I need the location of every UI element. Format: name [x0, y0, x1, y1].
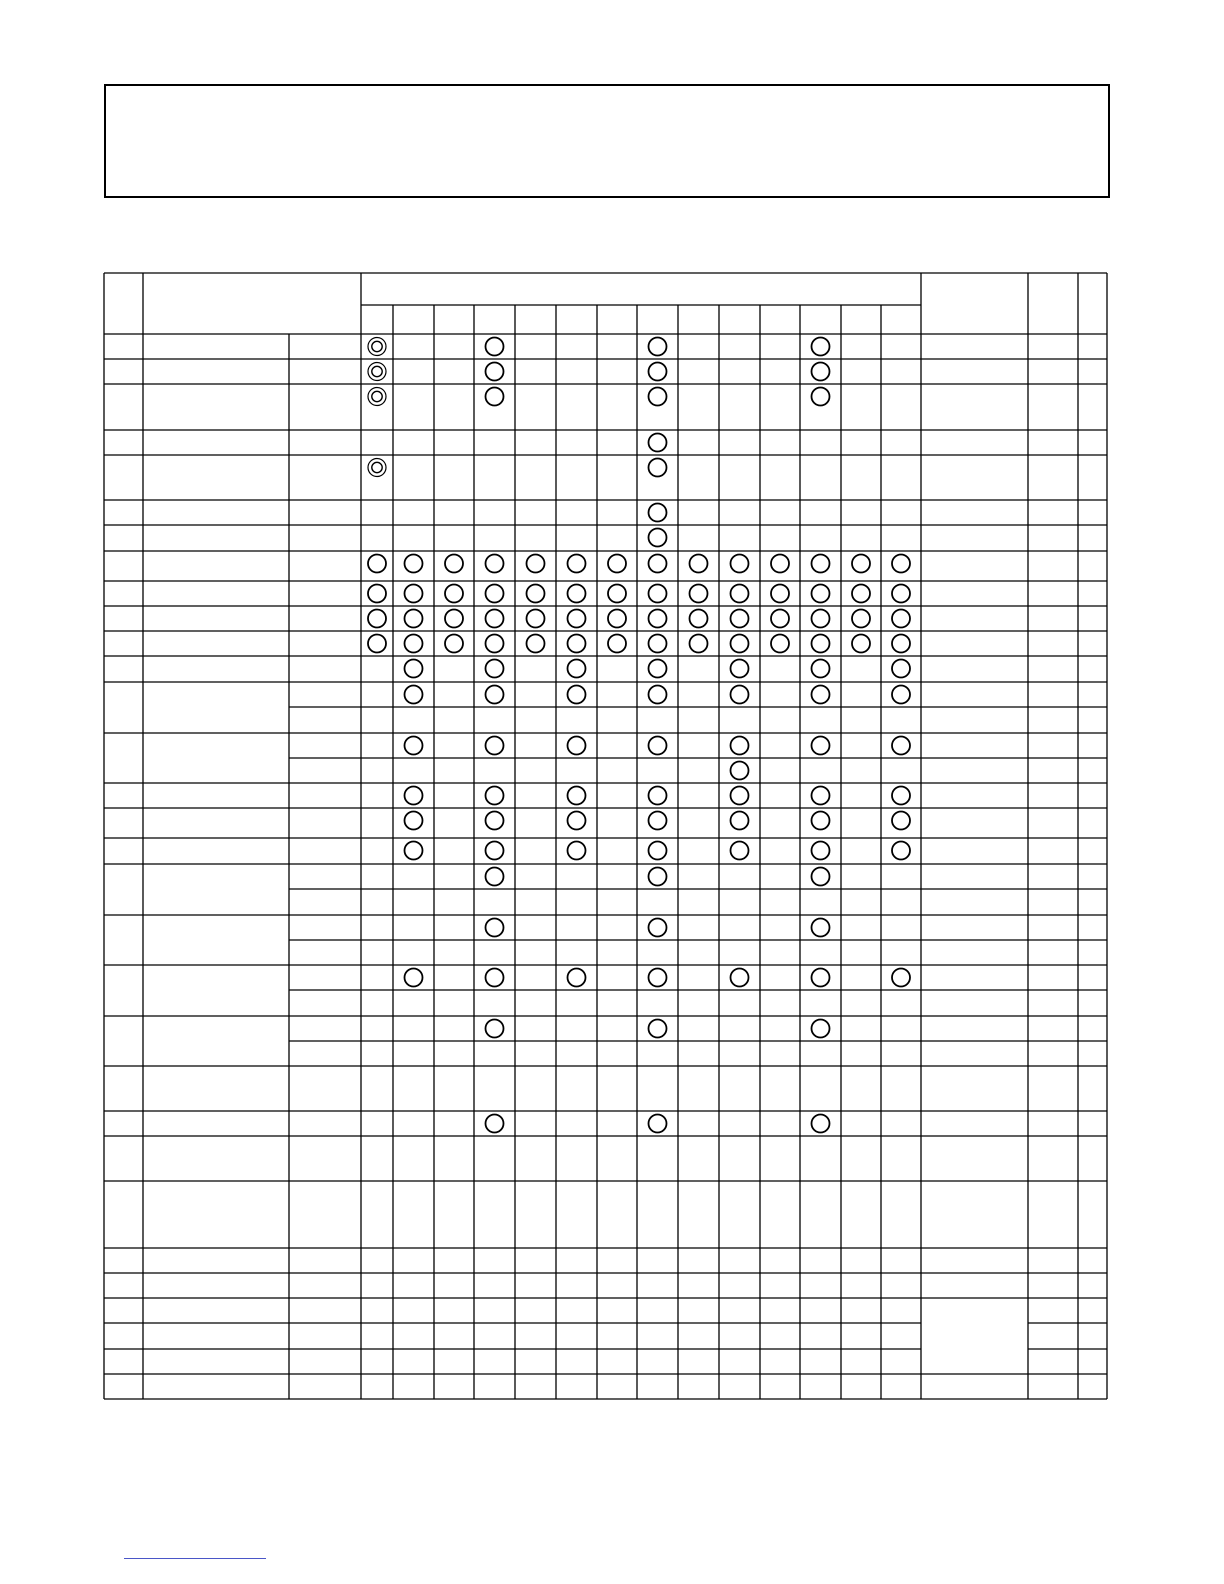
- circle-icon: [649, 610, 667, 628]
- circle-icon: [368, 585, 386, 603]
- circle-icon: [690, 585, 708, 603]
- circle-icon: [649, 812, 667, 830]
- circle-icon: [649, 459, 667, 477]
- circle-icon: [731, 635, 749, 653]
- circle-icon: [649, 1020, 667, 1038]
- double-circle-icon: [368, 388, 386, 406]
- circle-icon: [608, 610, 626, 628]
- circle-icon: [812, 686, 830, 704]
- circle-icon: [405, 610, 423, 628]
- circle-icon: [649, 529, 667, 547]
- circle-icon: [812, 842, 830, 860]
- circle-icon: [649, 635, 667, 653]
- circle-icon: [568, 686, 586, 704]
- circle-icon: [486, 842, 504, 860]
- circle-icon: [731, 660, 749, 678]
- circle-icon: [812, 660, 830, 678]
- circle-icon: [405, 969, 423, 987]
- circle-icon: [608, 555, 626, 573]
- circle-icon: [608, 585, 626, 603]
- double-circle-icon: [368, 459, 386, 477]
- circle-icon: [892, 585, 910, 603]
- circle-icon: [405, 842, 423, 860]
- circle-icon: [486, 686, 504, 704]
- circle-icon: [405, 585, 423, 603]
- circle-icon: [445, 555, 463, 573]
- circle-icon: [892, 555, 910, 573]
- circle-icon: [812, 1115, 830, 1133]
- circle-icon: [892, 660, 910, 678]
- circle-icon: [731, 610, 749, 628]
- circle-icon: [812, 610, 830, 628]
- circle-icon: [892, 787, 910, 805]
- circle-icon: [405, 686, 423, 704]
- circle-icon: [771, 610, 789, 628]
- circle-icon: [486, 660, 504, 678]
- circle-icon: [527, 610, 545, 628]
- circle-icon: [649, 842, 667, 860]
- circle-icon: [892, 635, 910, 653]
- circle-icon: [892, 842, 910, 860]
- circle-icon: [649, 787, 667, 805]
- circle-icon: [649, 388, 667, 406]
- circle-icon: [486, 635, 504, 653]
- circle-icon: [812, 635, 830, 653]
- circle-icon: [486, 1020, 504, 1038]
- circle-icon: [568, 635, 586, 653]
- circle-icon: [892, 812, 910, 830]
- circle-icon: [368, 555, 386, 573]
- circle-icon: [486, 388, 504, 406]
- circle-icon: [892, 610, 910, 628]
- circle-icon: [812, 919, 830, 937]
- circle-icon: [812, 585, 830, 603]
- circle-icon: [568, 969, 586, 987]
- circle-icon: [812, 338, 830, 356]
- circle-icon: [649, 919, 667, 937]
- circle-icon: [405, 635, 423, 653]
- footer-rule: [124, 1558, 266, 1559]
- circle-icon: [649, 555, 667, 573]
- circle-icon: [486, 610, 504, 628]
- circle-icon: [649, 504, 667, 522]
- circle-icon: [649, 660, 667, 678]
- circle-icon: [568, 660, 586, 678]
- circle-icon: [445, 610, 463, 628]
- circle-icon: [486, 363, 504, 381]
- circle-icon: [568, 787, 586, 805]
- circle-icon: [568, 812, 586, 830]
- circle-icon: [405, 787, 423, 805]
- circle-icon: [812, 1020, 830, 1038]
- circle-icon: [852, 555, 870, 573]
- circle-icon: [690, 555, 708, 573]
- circle-icon: [812, 969, 830, 987]
- circle-icon: [649, 686, 667, 704]
- circle-icon: [771, 585, 789, 603]
- circle-icon: [690, 610, 708, 628]
- circle-icon: [731, 686, 749, 704]
- circle-icon: [852, 585, 870, 603]
- circle-icon: [771, 555, 789, 573]
- circle-icon: [892, 737, 910, 755]
- circle-icon: [852, 610, 870, 628]
- circle-icon: [405, 555, 423, 573]
- circle-icon: [690, 635, 708, 653]
- circle-icon: [649, 969, 667, 987]
- circle-icon: [486, 555, 504, 573]
- circle-icon: [812, 812, 830, 830]
- circle-icon: [405, 737, 423, 755]
- circle-icon: [527, 555, 545, 573]
- circle-icon: [568, 610, 586, 628]
- circle-icon: [812, 363, 830, 381]
- circle-icon: [568, 842, 586, 860]
- circle-icon: [608, 635, 626, 653]
- circle-icon: [731, 969, 749, 987]
- circle-icon: [568, 737, 586, 755]
- circle-icon: [731, 762, 749, 780]
- circle-icon: [812, 787, 830, 805]
- circle-icon: [486, 585, 504, 603]
- circle-icon: [445, 635, 463, 653]
- circle-icon: [405, 812, 423, 830]
- circle-icon: [486, 1115, 504, 1133]
- circle-icon: [486, 868, 504, 886]
- circle-icon: [731, 787, 749, 805]
- circle-icon: [486, 969, 504, 987]
- circle-icon: [568, 585, 586, 603]
- circle-icon: [812, 555, 830, 573]
- circle-icon: [445, 585, 463, 603]
- circle-icon: [649, 434, 667, 452]
- circle-icon: [486, 338, 504, 356]
- circle-icon: [486, 737, 504, 755]
- circle-icon: [649, 868, 667, 886]
- double-circle-icon: [368, 338, 386, 356]
- circle-icon: [527, 635, 545, 653]
- circle-icon: [486, 919, 504, 937]
- circle-icon: [649, 1115, 667, 1133]
- circle-icon: [892, 969, 910, 987]
- circle-icon: [812, 737, 830, 755]
- circle-icon: [486, 812, 504, 830]
- circle-icon: [527, 585, 545, 603]
- circle-icon: [812, 388, 830, 406]
- circle-icon: [731, 812, 749, 830]
- circle-icon: [486, 787, 504, 805]
- circle-icon: [568, 555, 586, 573]
- circle-icon: [368, 610, 386, 628]
- circle-icon: [892, 686, 910, 704]
- circle-icon: [731, 585, 749, 603]
- circle-icon: [405, 660, 423, 678]
- circle-icon: [649, 363, 667, 381]
- circle-icon: [731, 842, 749, 860]
- circle-icon: [771, 635, 789, 653]
- circle-icon: [852, 635, 870, 653]
- circle-icon: [649, 585, 667, 603]
- circle-icon: [731, 555, 749, 573]
- circle-icon: [812, 868, 830, 886]
- circle-icon: [368, 635, 386, 653]
- circle-icon: [649, 338, 667, 356]
- double-circle-icon: [368, 363, 386, 381]
- circle-icon: [649, 737, 667, 755]
- circle-icon: [731, 737, 749, 755]
